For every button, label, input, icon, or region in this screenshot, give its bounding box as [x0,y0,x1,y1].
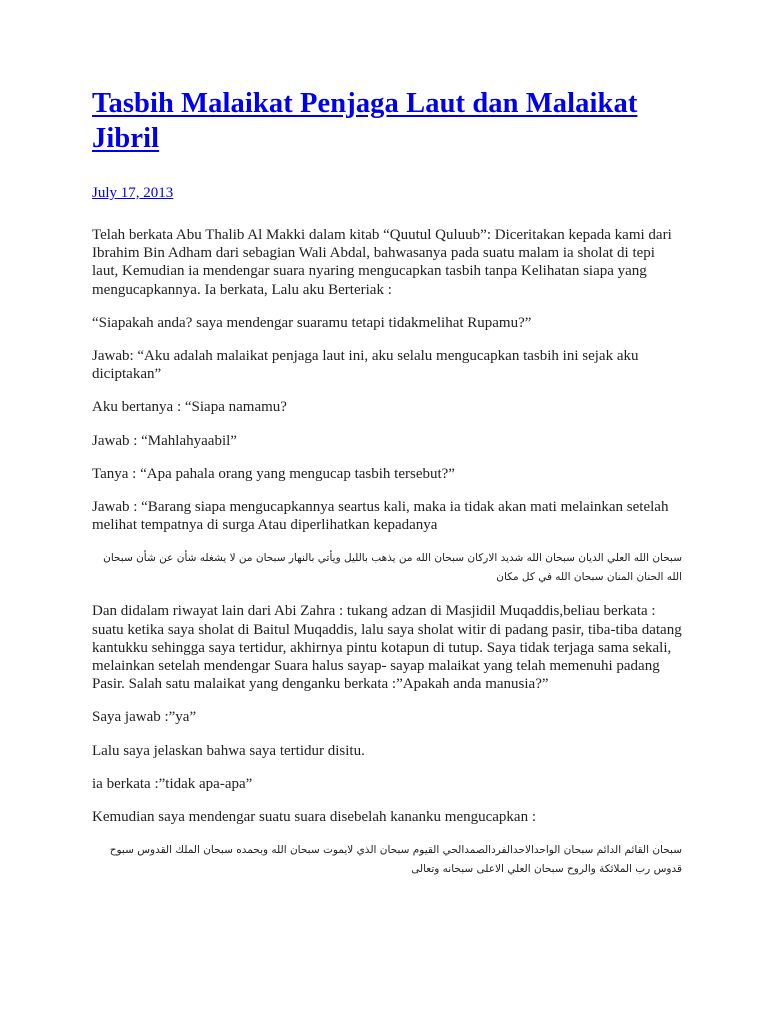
paragraph: Jawab : “Mahlahyaabil” [92,432,237,449]
arabic-tasbih-1: سبحان الله العلي الديان سبحان الله شديد الاركان سبحان الله من يذهب بالليل ويأتي بالنهار سبحان من لا يشغله شأن عن شأن سبحان الله الحنان المنان سبحان الله في كل مكان [103,552,682,584]
paragraph: Lalu saya jelaskan bahwa saya tertidur disitu. [92,742,365,759]
paragraph: Saya jawab :”ya” [92,709,197,726]
paragraph: ia berkata :”tidak apa-apa” [92,775,253,792]
paragraph: Tanya : “Apa pahala orang yang mengucap tasbih tersebut?” [92,465,455,482]
article-body [92,226,682,879]
article [92,86,682,894]
arabic-tasbih-2: سبحان القائم الدائم سبحان الواحدالاحدالفردالصمدالحي القيوم سبحان الذي لايموت سبحان الله وبحمده سبحان الملك القدوس سبوح قدوس رب الملائكة والروح سبحان العلي الاعلى سبحانه وتعالى [109,844,682,876]
article-title-link[interactable]: Tasbih Malaikat Penjaga Laut dan Malaikat Jibril [92,88,638,154]
paragraph: Jawab : “Barang siapa mengucapkannya seartus kali, maka ia tidak akan mati melainkan setelah melihat tempatnya di surga Atau diperlihatkan kepadanya [92,499,669,534]
paragraph: Jawab: “Aku adalah malaikat penjaga laut ini, aku selalu mengucapkan tasbih ini sejak aku diciptakan” [92,348,639,383]
paragraph: Telah berkata Abu Thalib Al Makki dalam kitab “Quutul Quluub”: Diceritakan kepada kami dari Ibrahim Bin Adham dari sebagian Wali Abdal, bahwasanya pada suatu malam ia sholat di tepi laut, Kemudian ia mendengar suara nyaring mengucapkan tasbih tanpa Kelihatan siapa yang mengucapkannya. Ia berkata, Lalu aku Berteriak : [92,227,672,298]
post-date-link[interactable]: July 17, 2013 [92,185,174,201]
paragraph: Dan didalam riwayat lain dari Abi Zahra : tukang adzan di Masjidil Muqaddis,beliau berkata : suatu ketika saya sholat di Baitul Muqaddis, lalu saya sholat witir di padang pasir, tiba-tiba datang kantukku sehingga saya tertidur, akhirnya pintu kotapun di tutup. Saya tidak terjaga sama sekali, melainkan setelah mendengar Suara halus sayap- sayap malaikat yang telah memenuhi padang Pasir. Salah satu malaikat yang denganku berkata :”Apakah anda manusia?” [92,603,682,693]
paragraph: “Siapakah anda? saya mendengar suaramu tetapi tidakmelihat Rupamu?” [92,314,532,331]
paragraph: Kemudian saya mendengar suatu suara disebelah kananku mengucapkan : [92,809,537,826]
paragraph: Aku bertanya : “Siapa namamu? [92,399,287,416]
